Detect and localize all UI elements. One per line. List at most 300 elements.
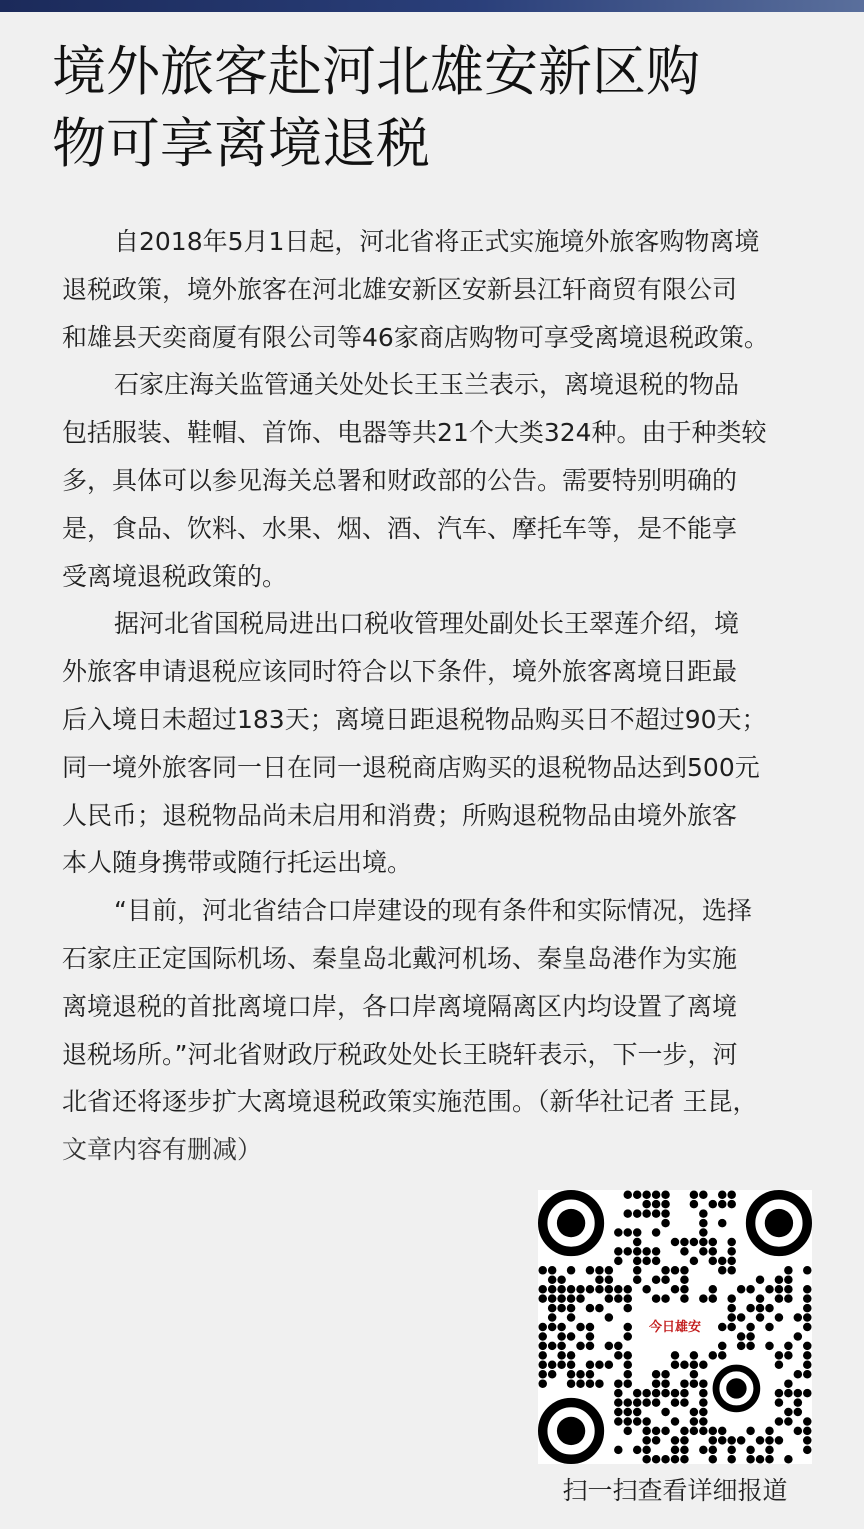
qr-dot	[671, 1285, 680, 1294]
qr-dot	[661, 1209, 670, 1218]
qr-dot	[642, 1436, 651, 1445]
qr-dot	[680, 1285, 689, 1294]
qr-dot	[699, 1228, 708, 1237]
paragraph-line: 是，食品、饮料、水果、烟、酒、汽车、摩托车等，是不能享	[62, 513, 738, 543]
qr-dot	[557, 1304, 566, 1313]
paragraph-line: 包括服装、鞋帽、首饰、电器等共21个大类324种。由于种类较	[62, 418, 767, 448]
qr-dot	[794, 1370, 803, 1379]
qr-dot	[727, 1238, 736, 1247]
qr-dot	[727, 1455, 736, 1464]
paragraph-line: 后入境日未超过183天；离境日距退税物品购买日不超过90天；	[62, 704, 767, 734]
qr-dot	[642, 1247, 651, 1256]
qr-dot	[794, 1389, 803, 1398]
qr-dot	[718, 1427, 727, 1436]
qr-dot	[699, 1398, 708, 1407]
qr-dot	[756, 1294, 765, 1303]
qr-dot	[794, 1332, 803, 1341]
qr-dot	[803, 1361, 812, 1370]
qr-dot	[538, 1332, 547, 1341]
qr-dot	[586, 1323, 595, 1332]
qr-dot	[784, 1276, 793, 1285]
qr-dot	[642, 1427, 651, 1436]
qr-dot	[567, 1379, 576, 1388]
qr-dot	[624, 1323, 633, 1332]
qr-dot	[803, 1342, 812, 1351]
qr-dot	[746, 1332, 755, 1341]
qr-dot	[794, 1408, 803, 1417]
paragraph-2	[62, 361, 838, 600]
qr-dot	[595, 1276, 604, 1285]
qr-dot	[803, 1304, 812, 1313]
qr-dot	[746, 1446, 755, 1455]
qr-dot	[567, 1266, 576, 1275]
qr-dot	[775, 1276, 784, 1285]
qr-dot	[775, 1417, 784, 1426]
qr-dot	[765, 1427, 774, 1436]
qr-caption: 扫一扫查看详细报道	[562, 1476, 788, 1505]
qr-logo-text: 今日雄安	[648, 1319, 701, 1335]
qr-dot	[718, 1323, 727, 1332]
qr-dot	[661, 1455, 670, 1464]
qr-dot	[765, 1323, 774, 1332]
qr-dot	[746, 1455, 755, 1464]
qr-dot	[538, 1342, 547, 1351]
qr-dot	[633, 1417, 642, 1426]
qr-dot	[765, 1455, 774, 1464]
qr-dot	[567, 1361, 576, 1370]
qr-dot	[690, 1370, 699, 1379]
qr-dot	[775, 1313, 784, 1322]
qr-dot	[614, 1228, 623, 1237]
qr-dot	[671, 1351, 680, 1360]
qr-dot	[652, 1398, 661, 1407]
paragraph-line: 同一境外旅客同一日在同一退税商店购买的退税物品达到500元	[62, 752, 760, 782]
qr-dot	[699, 1427, 708, 1436]
qr-dot	[671, 1436, 680, 1445]
qr-dot	[680, 1276, 689, 1285]
qr-dot	[548, 1370, 557, 1379]
qr-dot	[709, 1285, 718, 1294]
qr-dot	[538, 1361, 547, 1370]
qr-dot	[661, 1190, 670, 1199]
qr-dot	[803, 1417, 812, 1426]
qr-dot	[633, 1446, 642, 1455]
qr-dot	[699, 1417, 708, 1426]
qr-dot	[548, 1313, 557, 1322]
qr-dot	[680, 1446, 689, 1455]
qr-dot	[709, 1351, 718, 1360]
qr-dot	[765, 1436, 774, 1445]
qr-dot	[727, 1266, 736, 1275]
qr-dot	[671, 1455, 680, 1464]
credit-text: 文章内容有删减）	[62, 1135, 263, 1165]
qr-dot	[784, 1266, 793, 1275]
qr-dot	[642, 1200, 651, 1209]
qr-dot	[690, 1361, 699, 1370]
article-credit	[62, 1126, 838, 1174]
qr-dot	[557, 1342, 566, 1351]
qr-dot	[548, 1323, 557, 1332]
qr-dot	[671, 1417, 680, 1426]
qr-dot	[576, 1323, 585, 1332]
qr-dot	[661, 1370, 670, 1379]
qr-dot	[586, 1370, 595, 1379]
qr-dot	[624, 1351, 633, 1360]
qr-dot	[803, 1266, 812, 1275]
qr-dot	[652, 1190, 661, 1199]
qr-dot	[624, 1417, 633, 1426]
qr-dot	[557, 1361, 566, 1370]
qr-dot	[605, 1266, 614, 1275]
qr-dot	[680, 1266, 689, 1275]
qr-dot	[624, 1379, 633, 1388]
qr-dot	[775, 1436, 784, 1445]
qr-dot	[567, 1370, 576, 1379]
paragraph-1	[62, 218, 838, 361]
qr-dot	[595, 1304, 604, 1313]
qr-dot	[756, 1304, 765, 1313]
qr-dot	[709, 1200, 718, 1209]
qr-dot	[671, 1398, 680, 1407]
qr-dot	[557, 1276, 566, 1285]
qr-dot	[633, 1276, 642, 1285]
paragraph-line: 退税场所。”河北省财政厅税政处处长王晓轩表示，下一步，河	[62, 1039, 738, 1069]
qr-dot	[661, 1266, 670, 1275]
qr-dot	[642, 1417, 651, 1426]
qr-dot	[680, 1389, 689, 1398]
qr-dot	[775, 1389, 784, 1398]
qr-dot	[586, 1361, 595, 1370]
qr-dot	[567, 1332, 576, 1341]
qr-dot	[633, 1190, 642, 1199]
qr-dot	[699, 1408, 708, 1417]
qr-dot	[605, 1361, 614, 1370]
qr-dot	[803, 1370, 812, 1379]
qr-dot	[548, 1285, 557, 1294]
qr-dot	[727, 1257, 736, 1266]
qr-dot	[652, 1209, 661, 1218]
qr-dot	[538, 1323, 547, 1332]
qr-dot	[567, 1351, 576, 1360]
qr-dot	[727, 1200, 736, 1209]
qr-dot	[680, 1247, 689, 1256]
qr-dot	[652, 1200, 661, 1209]
qr-dot	[671, 1266, 680, 1275]
qr-dot	[690, 1200, 699, 1209]
qr-dot	[652, 1294, 661, 1303]
qr-dot	[709, 1427, 718, 1436]
qr-dot	[765, 1285, 774, 1294]
qr-finder-center	[726, 1378, 746, 1398]
qr-dot	[680, 1398, 689, 1407]
qr-dot	[586, 1266, 595, 1275]
paragraph-3	[62, 600, 838, 887]
qr-dot	[614, 1342, 623, 1351]
qr-dot	[633, 1257, 642, 1266]
qr-dot	[642, 1446, 651, 1455]
qr-dot	[803, 1294, 812, 1303]
qr-dot	[595, 1379, 604, 1388]
qr-dot	[652, 1228, 661, 1237]
qr-dot	[624, 1398, 633, 1407]
qr-dot	[624, 1285, 633, 1294]
qr-dot	[709, 1455, 718, 1464]
qr-logo-badge	[641, 1308, 709, 1342]
qr-dot	[633, 1398, 642, 1407]
qr-dot	[652, 1389, 661, 1398]
qr-dot	[624, 1427, 633, 1436]
paragraph-line: 外旅客申请退税应该同时符合以下条件，境外旅客离境日距最	[62, 657, 738, 687]
qr-dot	[775, 1351, 784, 1360]
paragraph-line: 受离境退税政策的。	[62, 561, 288, 591]
qr-dot	[690, 1427, 699, 1436]
qr-dot	[624, 1209, 633, 1218]
qr-dot	[614, 1247, 623, 1256]
qr-dot	[652, 1247, 661, 1256]
qr-dot	[652, 1257, 661, 1266]
qr-dot	[642, 1190, 651, 1199]
qr-dot	[775, 1294, 784, 1303]
qr-dot	[709, 1446, 718, 1455]
qr-dot	[642, 1389, 651, 1398]
paragraph-line: 和雄县天奕商厦有限公司等46家商店购物可享受离境退税政策。	[62, 322, 769, 352]
qr-dot	[595, 1285, 604, 1294]
qr-dot	[784, 1285, 793, 1294]
qr-dot	[557, 1323, 566, 1332]
qr-dot	[642, 1285, 651, 1294]
qr-dot	[690, 1190, 699, 1199]
qr-dot	[690, 1379, 699, 1388]
qr-dot	[784, 1351, 793, 1360]
qr-finder-center	[765, 1209, 793, 1237]
qr-dot	[699, 1361, 708, 1370]
qr-dot	[699, 1379, 708, 1388]
qr-dot	[642, 1257, 651, 1266]
qr-dot	[803, 1351, 812, 1360]
qr-dot	[727, 1304, 736, 1313]
qr-dot	[586, 1285, 595, 1294]
qr-dot	[784, 1408, 793, 1417]
paragraph-line: 本人随身携带或随行托运出境。	[62, 848, 413, 878]
qr-dot	[690, 1351, 699, 1360]
qr-dot	[756, 1313, 765, 1322]
qr-dot	[727, 1436, 736, 1445]
qr-dot	[614, 1294, 623, 1303]
qr-dot	[746, 1285, 755, 1294]
qr-dot	[727, 1313, 736, 1322]
qr-dot	[624, 1247, 633, 1256]
qr-dot	[576, 1285, 585, 1294]
qr-dot	[737, 1436, 746, 1445]
qr-dot	[538, 1351, 547, 1360]
qr-dot	[557, 1294, 566, 1303]
qr-dot	[633, 1408, 642, 1417]
qr-dot	[756, 1436, 765, 1445]
qr-dot	[718, 1342, 727, 1351]
qr-dot	[746, 1304, 755, 1313]
qr-dot	[624, 1304, 633, 1313]
paragraph-line: 据河北省国税局进出口税收管理处副处长王翠莲介绍，境	[114, 609, 740, 639]
qr-dot	[737, 1332, 746, 1341]
qr-dot	[718, 1219, 727, 1228]
paragraph-line: 退税政策，境外旅客在河北雄安新区安新县江轩商贸有限公司	[62, 274, 738, 304]
qr-dot	[709, 1294, 718, 1303]
qr-dot	[680, 1436, 689, 1445]
qr-dot	[690, 1257, 699, 1266]
qr-code[interactable]	[538, 1190, 812, 1464]
qr-dot	[576, 1342, 585, 1351]
qr-dot	[548, 1304, 557, 1313]
qr-dot	[727, 1294, 736, 1303]
qr-dot	[784, 1417, 793, 1426]
qr-dot	[671, 1446, 680, 1455]
qr-dot	[652, 1427, 661, 1436]
qr-dot	[633, 1238, 642, 1247]
qr-dot	[709, 1247, 718, 1256]
qr-dot	[709, 1436, 718, 1445]
qr-dot	[803, 1323, 812, 1332]
qr-dot	[652, 1455, 661, 1464]
qr-dot	[803, 1436, 812, 1445]
paragraph-line: 自2018年5月1日起，河北省将正式实施境外旅客购物离境	[114, 227, 760, 256]
paragraph-line: 人民币；退税物品尚未启用和消费；所购退税物品由境外旅客	[62, 800, 738, 830]
qr-dot	[699, 1446, 708, 1455]
qr-dot	[576, 1294, 585, 1303]
qr-dot	[624, 1228, 633, 1237]
qr-dot	[624, 1408, 633, 1417]
qr-dot	[661, 1408, 670, 1417]
qr-dot	[652, 1370, 661, 1379]
qr-dot	[642, 1455, 651, 1464]
qr-dot	[775, 1361, 784, 1370]
qr-dot	[567, 1294, 576, 1303]
qr-dot	[614, 1257, 623, 1266]
qr-dot	[586, 1304, 595, 1313]
qr-dot	[746, 1427, 755, 1436]
qr-dot	[690, 1238, 699, 1247]
qr-dot	[765, 1446, 774, 1455]
qr-dot	[699, 1219, 708, 1228]
qr-dot	[765, 1304, 774, 1313]
paragraph-line: 石家庄海关监管通关处处长王玉兰表示，离境退税的物品	[114, 370, 740, 400]
qr-dot	[718, 1257, 727, 1266]
qr-dot	[614, 1379, 623, 1388]
qr-dot	[690, 1408, 699, 1417]
qr-dot	[557, 1351, 566, 1360]
qr-dot	[775, 1398, 784, 1407]
top-accent-bar	[0, 0, 864, 12]
paragraph-line: 多，具体可以参见海关总署和财政部的公告。需要特别明确的	[62, 465, 738, 495]
qr-dot	[718, 1351, 727, 1360]
qr-dot	[727, 1190, 736, 1199]
qr-dot	[803, 1389, 812, 1398]
qr-dot	[784, 1455, 793, 1464]
qr-dot	[699, 1238, 708, 1247]
qr-dot	[680, 1361, 689, 1370]
qr-dot	[567, 1313, 576, 1322]
qr-dot	[557, 1285, 566, 1294]
paragraph-line: “目前，河北省结合口岸建设的现有条件和实际情况，选择	[114, 896, 752, 926]
qr-dot	[624, 1190, 633, 1199]
qr-dot	[652, 1379, 661, 1388]
qr-dot	[661, 1294, 670, 1303]
qr-dot	[709, 1257, 718, 1266]
qr-dot	[803, 1446, 812, 1455]
qr-dot	[671, 1238, 680, 1247]
paragraph-line: 石家庄正定国际机场、秦皇岛北戴河机场、秦皇岛港作为实施	[62, 943, 738, 973]
qr-dot	[794, 1313, 803, 1322]
qr-dot	[624, 1332, 633, 1341]
qr-dot	[605, 1294, 614, 1303]
qr-dot	[718, 1200, 727, 1209]
qr-dot	[614, 1398, 623, 1407]
qr-dot	[605, 1342, 614, 1351]
qr-dot	[614, 1446, 623, 1455]
qr-dot	[699, 1389, 708, 1398]
qr-dot	[614, 1417, 623, 1426]
qr-dot	[765, 1342, 774, 1351]
qr-dot	[642, 1209, 651, 1218]
qr-dot	[661, 1219, 670, 1228]
qr-dot	[576, 1379, 585, 1388]
qr-dot	[699, 1247, 708, 1256]
qr-dot	[538, 1285, 547, 1294]
qr-dot	[633, 1389, 642, 1398]
qr-dot	[699, 1190, 708, 1199]
qr-dot	[614, 1285, 623, 1294]
qr-dot	[652, 1276, 661, 1285]
qr-dot	[794, 1427, 803, 1436]
qr-dot	[680, 1455, 689, 1464]
qr-dot	[784, 1389, 793, 1398]
qr-dot	[633, 1266, 642, 1275]
qr-dot	[661, 1200, 670, 1209]
qr-dot	[680, 1427, 689, 1436]
qr-dot	[605, 1285, 614, 1294]
qr-dot	[803, 1285, 812, 1294]
qr-dot	[538, 1266, 547, 1275]
article-title	[52, 36, 860, 180]
paragraph-line: 离境退税的首批离境口岸，各口岸离境隔离区内均设置了离境	[62, 991, 738, 1021]
qr-dot	[699, 1294, 708, 1303]
qr-dot	[586, 1379, 595, 1388]
qr-dot	[746, 1323, 755, 1332]
qr-dot	[557, 1332, 566, 1341]
qr-dot	[690, 1417, 699, 1426]
qr-dot	[775, 1285, 784, 1294]
qr-dot	[586, 1332, 595, 1341]
title-line-1: 境外旅客赴河北雄安新区购	[52, 40, 700, 103]
qr-dot	[548, 1266, 557, 1275]
article-body	[62, 218, 838, 1174]
qr-dot	[737, 1313, 746, 1322]
qr-dot	[756, 1276, 765, 1285]
qr-finder-center	[557, 1417, 585, 1445]
qr-dot	[652, 1436, 661, 1445]
title-line-2: 物可享离境退税	[52, 112, 430, 175]
qr-dot	[576, 1370, 585, 1379]
qr-dot	[624, 1370, 633, 1379]
qr-dot	[727, 1247, 736, 1256]
qr-dot	[538, 1370, 547, 1379]
qr-dot	[595, 1361, 604, 1370]
qr-dot	[680, 1294, 689, 1303]
qr-dot	[718, 1190, 727, 1199]
qr-dot	[746, 1342, 755, 1351]
qr-dot	[548, 1294, 557, 1303]
qr-dot	[614, 1389, 623, 1398]
qr-dot	[671, 1389, 680, 1398]
